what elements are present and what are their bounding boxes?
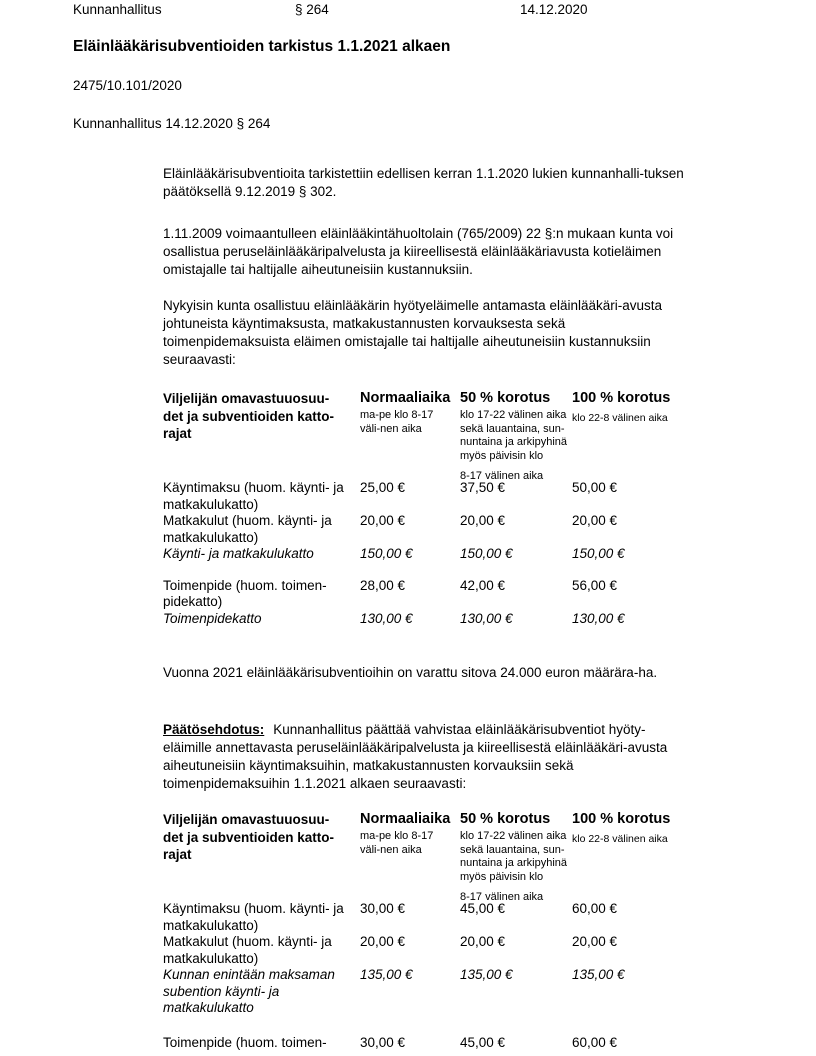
table-row-travel-costs: Matkakulut (huom. käynti- ja matkakulukatto) 20,00 € 20,00 € 20,00 € (163, 513, 618, 545)
column-header-normal-time: Normaaliaika ma-pe klo 8-17 väli-nen aika (360, 811, 451, 856)
new-subsidy-table (163, 811, 685, 1051)
paragraph-budget-2021: Vuonna 2021 eläinlääkärisubventioihin on varattu sitova 24.000 euron määrära-ha. (163, 665, 658, 680)
table-header (163, 390, 685, 480)
header-committee: Kunnanhallitus (73, 2, 162, 17)
page-title: Eläinlääkärisubventioiden tarkistus 1.1.2021 alkaen (73, 38, 451, 55)
decision-proposal-label: Päätösehdotus: (163, 722, 265, 737)
paragraph-law-reference: 1.11.2009 voimaantulleen eläinlääkintähuoltolain (765/2009) 22 §:n mukaan kunta voi osallistua peruseläinlääkäripalvelusta ja kiireellisestä eläinlääkäriavusta kotieläimen omistajalle tai haltijalle aiheutuneisiin kustannuksiin. (163, 226, 674, 277)
column-header-50-percent: 50 % korotus klo 17-22 välinen aika sekä lauantaina, sun-nuntaina ja arkipyhinä myös päivisin klo 8-17 välinen aika (460, 811, 568, 903)
subheading: Kunnanhallitus 14.12.2020 § 264 (73, 116, 271, 131)
column-header-farmer-shares: Viljelijän omavastuuosuu-det ja subventioiden katto-rajat (163, 812, 335, 862)
column-header-100-percent: 100 % korotus klo 22-8 välinen aika (572, 811, 671, 845)
column-header-farmer-shares: Viljelijän omavastuuosuu-det ja subventioiden katto-rajat (163, 391, 335, 441)
table-row-visit-fee: Käyntimaksu (huom. käynti- ja matkakulukatto) 30,00 € 45,00 € 60,00 € (163, 901, 618, 933)
header-date: 14.12.2020 (520, 2, 588, 17)
table-row-travel-costs: Matkakulut (huom. käynti- ja matkakulukatto) 20,00 € 20,00 € 20,00 € (163, 934, 618, 966)
column-header-100-percent: 100 % korotus klo 22-8 välinen aika (572, 390, 671, 424)
table-row-procedure-cap: Toimenpidekatto 130,00 € 130,00 € 130,00 € (163, 610, 625, 626)
page-header (73, 2, 773, 20)
table-row-procedure-fee: Toimenpide (huom. toimen- 30,00 € 45,00 € 60,00 € (163, 1034, 618, 1050)
paragraph-decision-proposal (163, 721, 694, 793)
decision-proposal-text: Kunnanhallitus päättää vahvistaa eläinlääkärisubventiot hyöty-eläimille annettavasta peruseläinlääkäripalvelusta ja kiireellisestä eläinlääkäri-avusta aiheutuneisiin käyntimaksuihin, matkakustannusten korvauksiin sekä toimenpidemaksuihin 1.1.2021 alkaen seuraavasti: (163, 722, 668, 791)
paragraph-previous-revision: Eläinlääkärisubventioita tarkistettiin edellisen kerran 1.1.2020 lukien kunnanhalli-tuksen päätöksellä 9.12.2019 § 302. (163, 166, 684, 199)
current-subsidy-table (163, 390, 685, 627)
case-number: 2475/10.101/2020 (73, 78, 182, 93)
table-row-municipal-max-cap: Kunnan enintään maksaman subention käynti- ja matkakulukatto 135,00 € 135,00 € 135,00 € (163, 967, 625, 1015)
table-header (163, 811, 685, 901)
table-row-visit-travel-cap: Käynti- ja matkakulukatto 150,00 € 150,00 € 150,00 € (163, 546, 625, 561)
column-header-50-percent: 50 % korotus klo 17-22 välinen aika sekä lauantaina, sun-nuntaina ja arkipyhinä myös päivisin klo 8-17 välinen aika (460, 390, 568, 482)
header-section-number: § 264 (295, 2, 329, 17)
table-row-visit-fee: Käyntimaksu (huom. käynti- ja matkakulukatto) 25,00 € 37,50 € 50,00 € (163, 480, 618, 512)
table-row-procedure-fee: Toimenpide (huom. toimen-pidekatto) 28,00 € 42,00 € 56,00 € (163, 577, 618, 609)
paragraph-current-subsidies: Nykyisin kunta osallistuu eläinlääkärin hyötyeläimelle antamasta eläinlääkäri-avusta johtuneista käyntimaksusta, matkakustannusten korvauksesta sekä toimenpidemaksuista eläimen omistajalle tai haltijalle aiheutuneisiin kustannuksiin seuraavasti: (163, 298, 663, 367)
column-header-normal-time: Normaaliaika ma-pe klo 8-17 väli-nen aika (360, 390, 451, 435)
